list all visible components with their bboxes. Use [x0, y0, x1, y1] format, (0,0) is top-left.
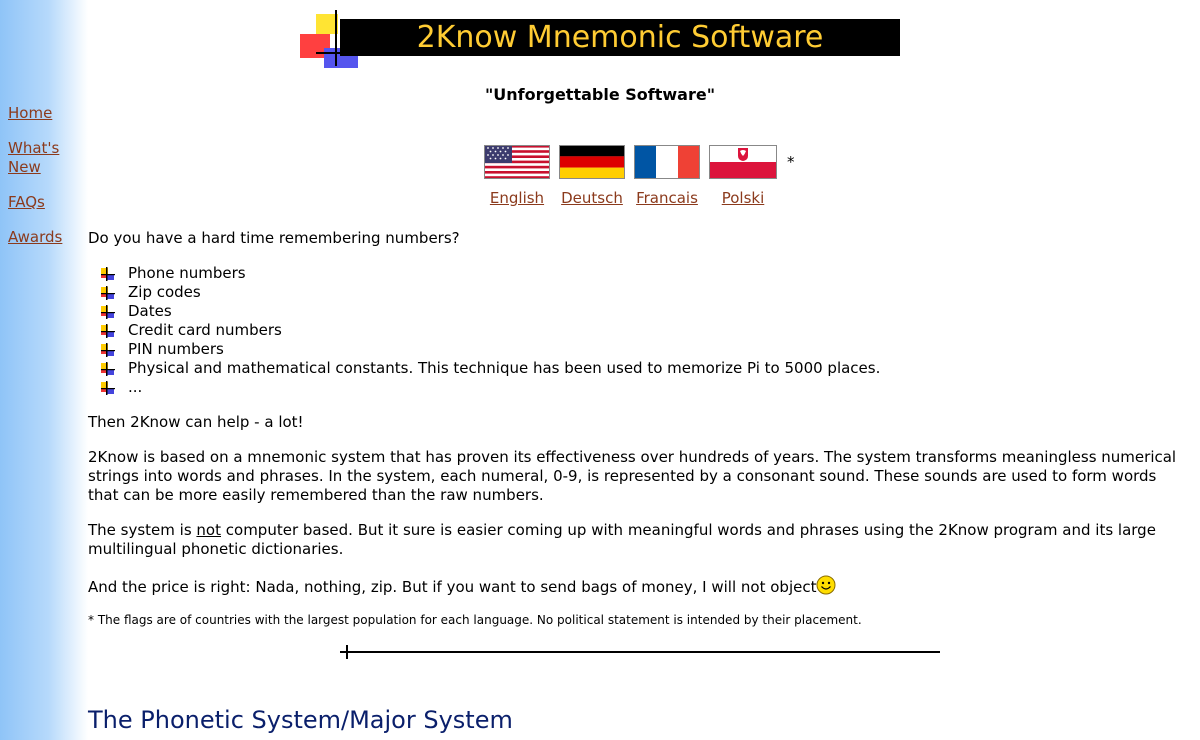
list-item — [100, 302, 1188, 321]
section-title: The Phonetic System/Major System — [88, 706, 513, 734]
language-option-polski[interactable] — [707, 145, 779, 207]
language-selector — [0, 145, 1200, 215]
bullet-icon — [100, 323, 116, 339]
language-link-polski[interactable]: Polski — [721, 189, 765, 207]
computer-note-text-a: The system is — [88, 521, 197, 539]
language-option-francais[interactable] — [632, 145, 702, 207]
intro-text: Do you have a hard time remembering numbers? — [88, 229, 460, 247]
list-item — [100, 359, 1188, 378]
bullet-icon — [100, 285, 116, 301]
language-option-english[interactable] — [482, 145, 552, 207]
main-content — [88, 229, 1188, 644]
list-item-text: ... — [128, 378, 143, 396]
bullet-icon — [100, 266, 116, 282]
language-link-deutsch[interactable]: Deutsch — [561, 189, 623, 207]
flags-footnote: * The flags are of countries with the largest population for each language. No political statement is intended by their placement. — [88, 613, 862, 627]
computer-note-paragraph — [88, 521, 1188, 559]
bullet-icon — [100, 380, 116, 396]
bullet-icon — [100, 342, 116, 358]
language-link-francais[interactable]: Francais — [636, 189, 698, 207]
list-item-text: Physical and mathematical constants. This technique has been used to memorize Pi to 5000 places. — [128, 359, 881, 377]
language-link-english[interactable]: English — [489, 189, 545, 207]
logo-title: 2Know Mnemonic Software — [340, 19, 900, 56]
logo-vertical-line — [335, 10, 337, 66]
sidebar-item-awards[interactable]: Awards — [8, 228, 63, 246]
smiley-icon — [816, 575, 836, 595]
list-item-text: PIN numbers — [128, 340, 224, 358]
bullet-icon — [100, 361, 116, 377]
us-flag-icon[interactable] — [484, 145, 550, 179]
divider — [340, 651, 940, 653]
site-logo — [300, 10, 900, 68]
divider-tick — [346, 645, 348, 659]
price-text: And the price is right: Nada, nothing, zip. But if you want to send bags of money, I will not object — [88, 578, 817, 596]
description-paragraph: 2Know is based on a mnemonic system that has proven its effectiveness over hundreds of years. The system transforms meaningless numerical strings into words and phrases. In the system, each numeral, 0-9, is represented by a consonant sound. These sounds are used to form words that can be more easily remembered than the raw numbers. — [88, 448, 1177, 504]
number-types-list — [88, 264, 1188, 397]
list-item — [100, 321, 1188, 340]
then-text: Then 2Know can help - a lot! — [88, 413, 304, 431]
france-flag-icon[interactable] — [634, 145, 700, 179]
list-item — [100, 378, 1188, 397]
language-option-deutsch[interactable] — [557, 145, 627, 207]
bullet-icon — [100, 304, 116, 320]
computer-note-text-b: computer based. But it sure is easier coming up with meaningful words and phrases using the 2Know program and its large multilingual phonetic dictionaries. — [88, 521, 1156, 558]
sidebar-item-whats-new[interactable]: What's New — [8, 139, 60, 176]
list-item — [100, 283, 1188, 302]
sidebar-item-faqs[interactable]: FAQs — [8, 193, 45, 211]
flags-asterisk: * — [787, 153, 795, 171]
germany-flag-icon[interactable] — [559, 145, 625, 179]
tagline: "Unforgettable Software" — [484, 85, 716, 104]
list-item — [100, 340, 1188, 359]
poland-flag-icon[interactable] — [709, 145, 777, 179]
sidebar-item-home[interactable]: Home — [8, 104, 53, 122]
price-paragraph — [88, 575, 1188, 597]
list-item-text: Zip codes — [128, 283, 201, 301]
computer-note-emphasis: not — [196, 521, 221, 539]
list-item — [100, 264, 1188, 283]
sidebar — [0, 0, 88, 740]
list-item-text: Dates — [128, 302, 172, 320]
list-item-text: Phone numbers — [128, 264, 246, 282]
list-item-text: Credit card numbers — [128, 321, 282, 339]
